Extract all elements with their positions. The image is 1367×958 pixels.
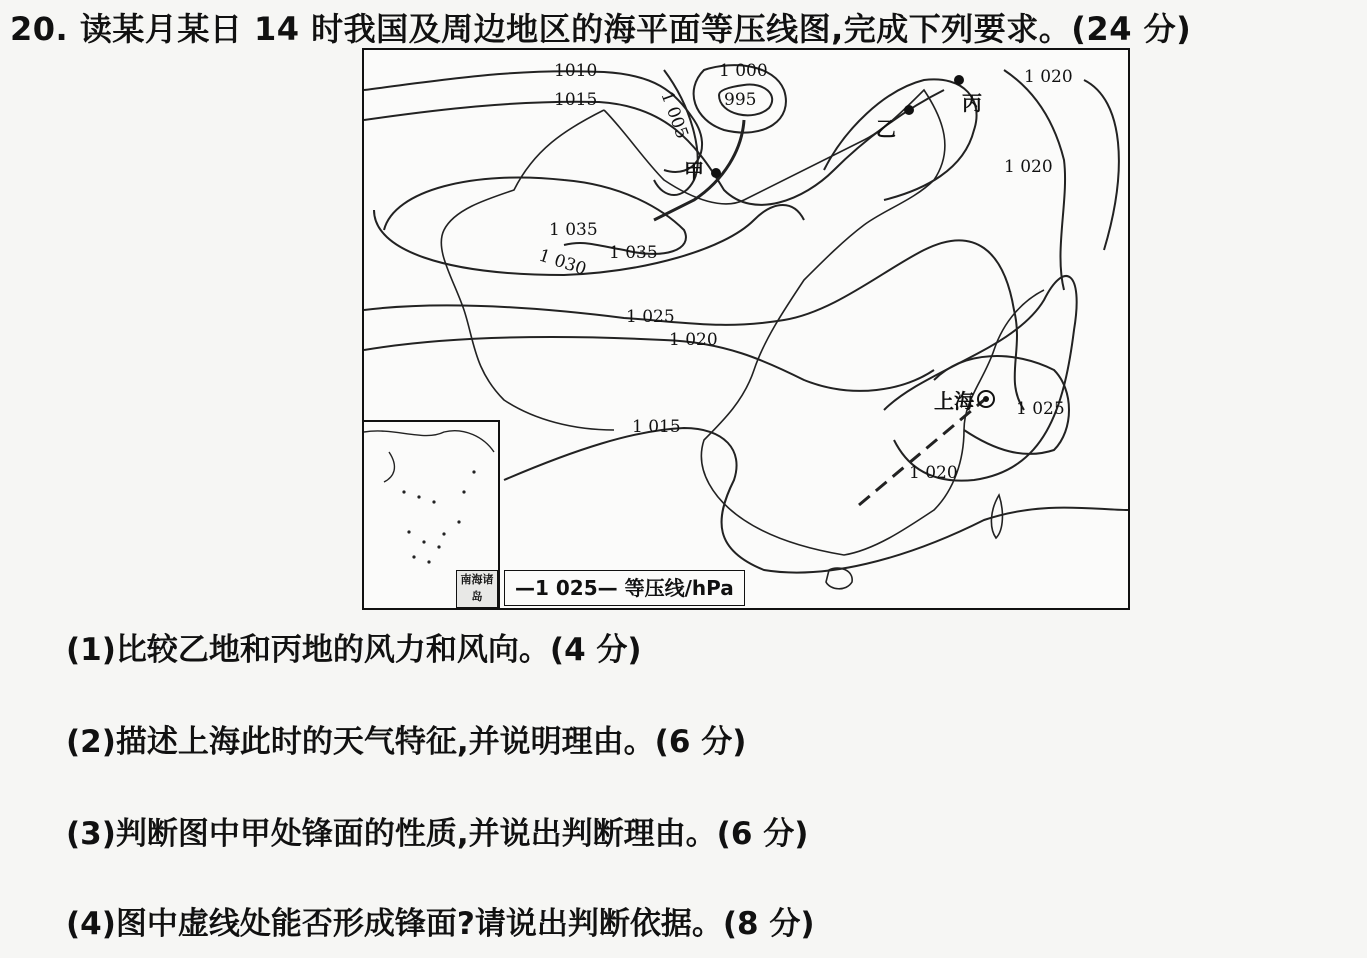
dashed-line [859, 400, 984, 505]
isobar-1025 [364, 240, 1024, 410]
isobar-label: 1 025 [1016, 399, 1065, 419]
isobar-east-high [1084, 80, 1119, 250]
sub-question-2: (2)描述上海此时的天气特征,并说明理由。(6 分) [66, 724, 747, 760]
sub-question-3: (3)判断图中甲处锋面的性质,并说出判断理由。(6 分) [66, 816, 809, 852]
isobar-1020-east [884, 276, 1077, 481]
sub-question-4: (4)图中虚线处能否形成锋面?请说出判断依据。(8 分) [66, 906, 815, 942]
isobar-1015 [364, 90, 944, 205]
isobar-label: 1 035 [549, 220, 598, 240]
question-title: 20. 读某月某日 14 时我国及周边地区的海平面等压线图,完成下列要求。(24 分) [10, 10, 1192, 48]
isobar-label: 1 020 [909, 463, 958, 483]
isobar-east-low [824, 79, 977, 200]
point-shanghai-center [983, 396, 989, 402]
isobar-1030 [374, 205, 804, 275]
isobar-label: 1 025 [626, 307, 675, 327]
place-jia: 甲 [684, 159, 704, 183]
isobar-label: 1 020 [669, 330, 718, 350]
inset-label: 南海诸岛 [456, 570, 498, 608]
isobar-label: 1010 [554, 61, 598, 81]
place-bing: 丙 [962, 91, 982, 115]
place-shanghai: 上海 [934, 389, 974, 413]
isobar-label: 1 035 [609, 243, 658, 263]
place-yi: 乙 [876, 117, 896, 141]
isobar-1020 [364, 337, 934, 391]
map-legend: —1 025— 等压线/hPa [504, 570, 745, 606]
isobar-label: 1 020 [1004, 157, 1053, 177]
west-border [441, 110, 614, 430]
south-china-sea-inset [364, 420, 500, 608]
isobar-1010 [364, 71, 702, 172]
point-bing [954, 75, 964, 85]
point-jia [711, 168, 721, 178]
point-yi [904, 105, 914, 115]
sub-question-1: (1)比较乙地和丙地的风力和风向。(4 分) [66, 632, 642, 668]
isobar-label: 1 030 [536, 245, 589, 280]
isobar-label: 1 015 [632, 417, 681, 437]
isobar-1020-north [1004, 70, 1065, 290]
isobar-label: 1015 [554, 90, 598, 110]
isobar-label: 1 005 [656, 88, 692, 142]
isobar-map [362, 48, 1130, 610]
isobar-label: 995 [724, 90, 757, 110]
isobar-label: 1 000 [719, 61, 768, 81]
isobar-label: 1 020 [1024, 67, 1073, 87]
